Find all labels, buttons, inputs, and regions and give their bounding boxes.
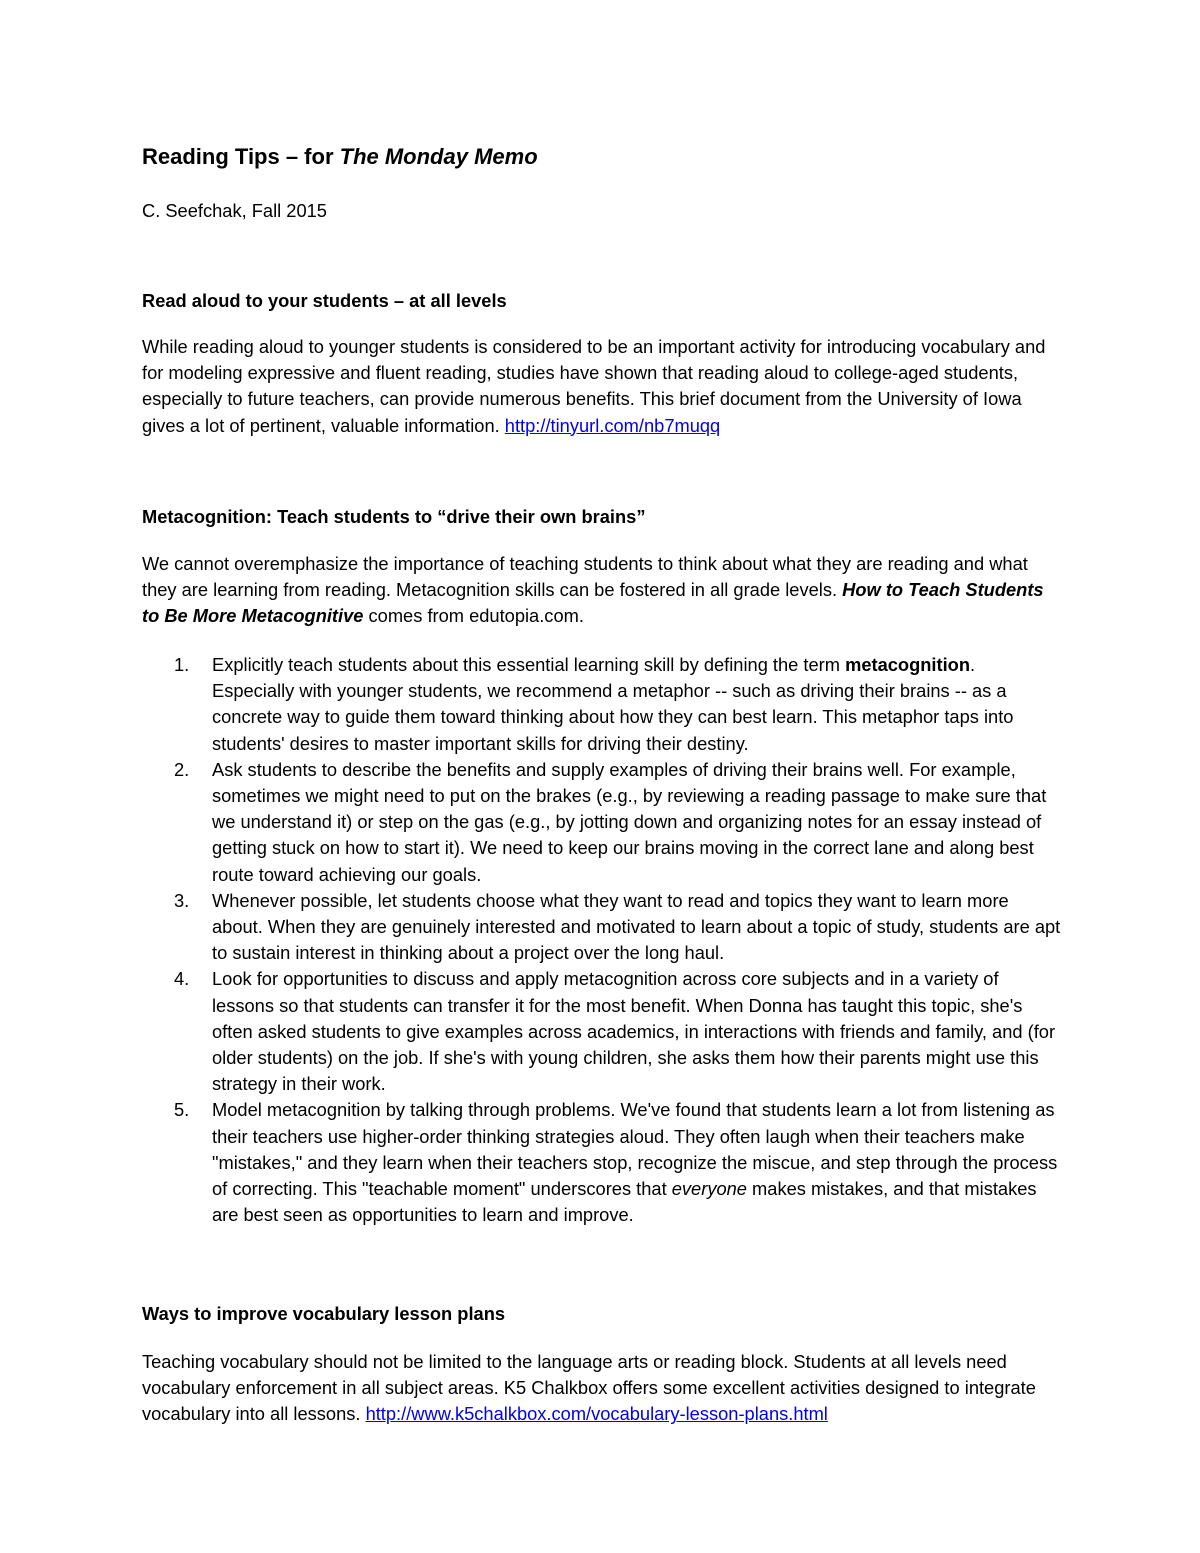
paragraph-vocabulary [142,1349,1062,1428]
vocabulary-link[interactable]: http://www.k5chalkbox.com/vocabulary-lesson-plans.html [365,1403,828,1425]
list-item [142,757,1062,888]
read-aloud-link[interactable]: http://tinyurl.com/nb7muqq [504,414,721,436]
list-item-text: Ask students to describe the benefits and supply examples of driving their brains well. For example, sometimes we might need to put on the brakes (e.g., by reviewing a reading passage to make sure that we understand it) or step on the gas (e.g., by jotting down and organizing notes for an essay instead of getting stuck on how to start it). We need to keep our brains moving in the correct lane and along best route toward achieving our goals. [212,758,1047,885]
author-line: C. Seefchak, Fall 2015 [142,200,327,221]
metacognition-intro: We cannot overemphasize the importance of teaching students to think about what they are reading and what they are learning from reading. Metacognition skills can be fostered in all grade levels. [142,553,1028,601]
heading-metacognition: Metacognition: Teach students to “drive their own brains” [142,506,646,527]
list-item [142,888,1062,967]
metacognition-intro-end: comes from edutopia.com. [363,605,584,627]
list-item-bold-term: metacognition [845,654,971,675]
heading-vocabulary: Ways to improve vocabulary lesson plans [142,1303,506,1324]
list-number: 5. [174,1099,190,1121]
document-title [142,144,538,170]
list-item-italic-word: everyone [671,1178,747,1200]
read-aloud-body: While reading aloud to younger students is considered to be an important activity for introducing vocabulary and for modeling expressive and fluent reading, studies have shown that reading aloud to college-aged students, especially to future teachers, can provide numerous benefits. This brief document from the University of Iowa gives a lot of pertinent, valuable information. [142,336,1046,436]
list-number: 1. [174,654,190,675]
list-item-text-end: makes mistakes, and that mistakes are best seen as opportunities to learn and improve. [212,1178,1037,1226]
vocabulary-body: Teaching vocabulary should not be limited to the language arts or reading block. Students at all levels need vocabulary enforcement in all subject areas. K5 Chalkbox offers some excellent activities designed to integrate vocabulary into all lessons. [142,1351,1036,1425]
title-text: Reading Tips – for [142,144,340,169]
list-item-text: Model metacognition by talking through problems. We've found that students learn a lot from listening as their teachers use higher-order thinking strategies aloud. They often laugh when their teachers make "mistakes," and they learn when their teachers stop, recognize the miscue, and step through the process of correcting. This "teachable moment" underscores that [212,1099,1058,1200]
list-item [142,966,1062,1097]
list-item-text: Look for opportunities to discuss and apply metacognition across core subjects and in a variety of lessons so that students can transfer it for the most benefit. When Donna has taught this topic, she's often asked students to give examples across academics, in interactions with friends and family, and (for older students) on the job. If she's with young children, she asks them how their parents might use this strategy in their work. [212,968,1056,1095]
list-number: 3. [174,889,190,911]
metacognition-article-title: How to Teach Students to Be More Metacognitive [142,579,1044,627]
metacognition-list [142,652,1062,1228]
list-number: 4. [174,968,190,990]
list-item [142,1097,1062,1228]
heading-read-aloud: Read aloud to your students – at all levels [142,290,507,311]
paragraph-metacognition-intro [142,551,1062,630]
list-item-text-end: . Especially with younger students, we recommend a metaphor -- such as driving their brains -- as a concrete way to guide them toward thinking about how they can best learn. This metaphor taps into students' desires to master important skills for driving their destiny. [212,654,1014,754]
list-item-text: Whenever possible, let students choose what they want to read and topics they want to learn more about. When they are genuinely interested and motivated to learn about a topic of study, students are apt to sustain interest in thinking about a project over the long haul. [212,889,1061,964]
list-number: 2. [174,758,190,780]
paragraph-read-aloud [142,334,1062,439]
title-italic: The Monday Memo [339,144,538,169]
list-item-text: Explicitly teach students about this essential learning skill by defining the term [212,654,846,675]
list-item [142,652,1062,757]
